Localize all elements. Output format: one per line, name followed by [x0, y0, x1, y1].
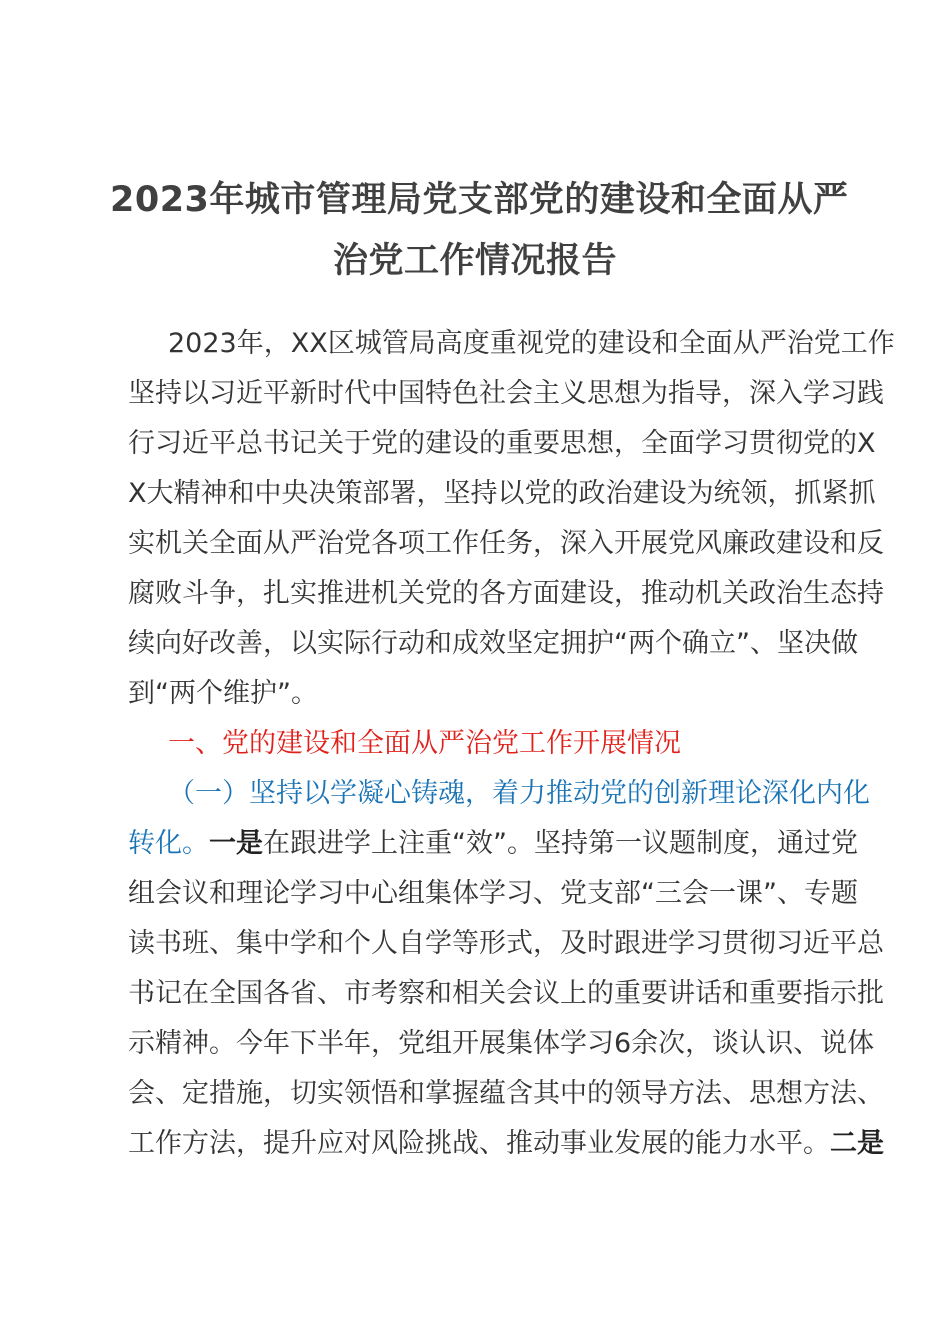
subsection-body-line-1: 组会议和理论学习中心组集体学习、党支部“三会一课”、专题 — [128, 878, 858, 909]
subsection-last-line — [128, 1119, 884, 1169]
subsection-line-2 — [128, 819, 858, 869]
subsection-body-line-5: 会、定措施，切实领悟和掌握蕴含其中的领导方法、思想方法、 — [128, 1078, 884, 1109]
document-title — [110, 170, 849, 292]
intro-line-2: 坚持以习近平新时代中国特色社会主义思想为指导，深入学习践 — [128, 378, 884, 409]
title-line-2: 治党工作情况报告 — [332, 241, 617, 281]
subsection-paragraph — [128, 769, 884, 1169]
subsection-line-2-rest: 在跟进学上注重“效”。坚持第一议题制度，通过党 — [263, 828, 858, 859]
intro-line-1: 2023年，XX区城管局高度重视党的建设和全面从严治党工作 — [168, 328, 895, 359]
subsection-heading-line-2: 转化。 — [128, 828, 209, 859]
intro-paragraph — [128, 319, 895, 719]
section-heading-text: 一、党的建设和全面从严治党工作开展情况 — [168, 728, 681, 759]
subsection-body-line-4: 示精神。今年下半年，党组开展集体学习6余次，谈认识、说体 — [128, 1028, 875, 1059]
title-line-1: 2023年城市管理局党支部党的建设和全面从严 — [110, 180, 849, 220]
intro-line-8: 到“两个维护”。 — [128, 678, 318, 709]
intro-line-6: 腐败斗争，扎实推进机关党的各方面建设，推动机关政治生态持 — [128, 578, 884, 609]
subsection-body-line-3: 书记在全国各省、市考察和相关会议上的重要讲话和重要指示批 — [128, 978, 884, 1009]
lead-bold-marker: 一是 — [209, 828, 263, 859]
next-point-bold-marker: 二是 — [830, 1128, 884, 1159]
subsection-heading-line-1: （一）坚持以学凝心铸魂，着力推动党的创新理论深化内化 — [168, 778, 870, 809]
last-line-text: 工作方法，提升应对风险挑战、推动事业发展的能力水平。 — [128, 1128, 830, 1159]
intro-line-3: 行习近平总书记关于党的建设的重要思想，全面学习贯彻党的X — [128, 428, 876, 459]
intro-line-5: 实机关全面从严治党各项工作任务，深入开展党风廉政建设和反 — [128, 528, 884, 559]
section-heading — [128, 719, 848, 769]
subsection-body-line-2: 读书班、集中学和个人自学等形式，及时跟进学习贯彻习近平总 — [128, 928, 884, 959]
intro-line-7: 续向好改善，以实际行动和成效坚定拥护“两个确立”、坚决做 — [128, 628, 858, 659]
intro-line-4: X大精神和中央决策部署，坚持以党的政治建设为统领，抓紧抓 — [128, 478, 876, 509]
